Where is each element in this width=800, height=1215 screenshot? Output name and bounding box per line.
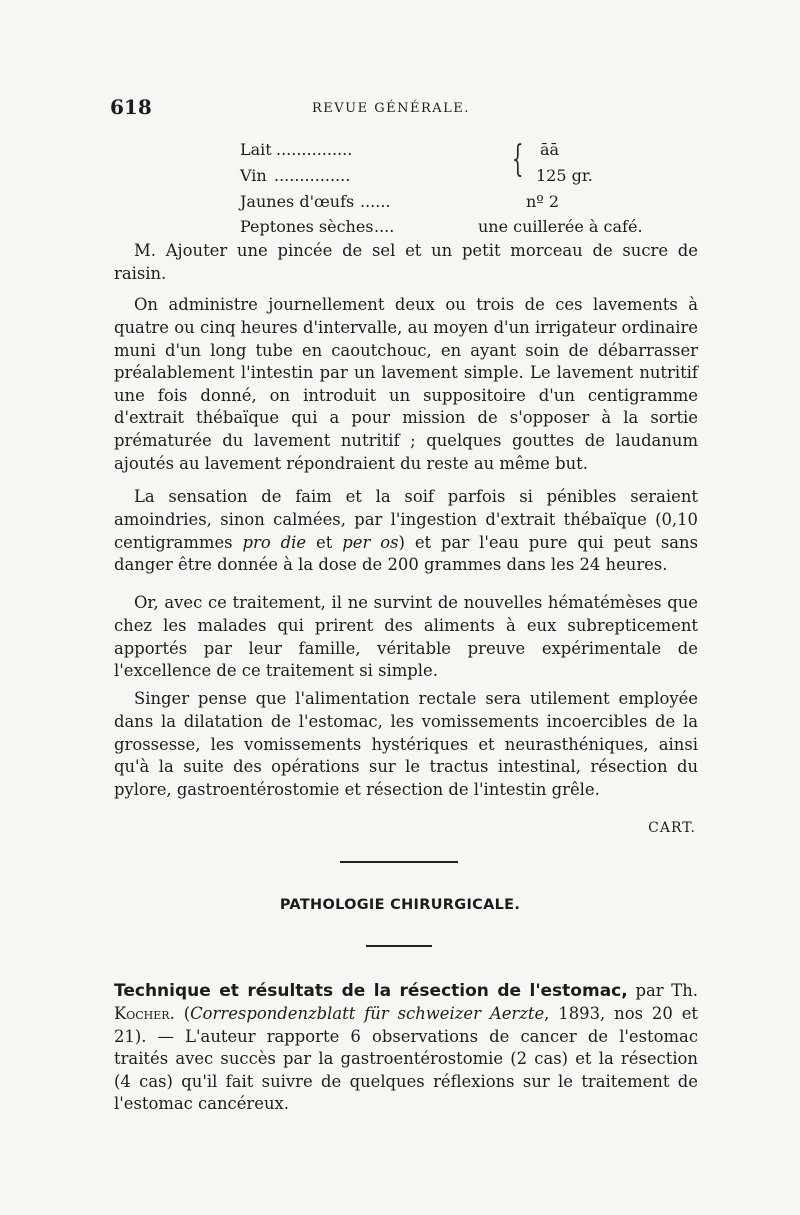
dot-leader: ............... (276, 140, 353, 159)
citation-open: . ( (169, 1003, 191, 1023)
article-title: Technique et résultats de la résection de l'estomac, (114, 981, 628, 1002)
body-paragraph: Or, avec ce traitement, il ne survint de nouvelles hématémèses que chez les malades qui prirent des aliments à eux subrepticement apportés par leur famille, véritable preuve expérimentale de l'excellence de ce traitement si simple. (114, 593, 698, 681)
paragraph-text: et (306, 532, 343, 552)
ingredient-amount: nº 2 (526, 192, 560, 211)
paragraph-text: ) et par l'eau pure qui peut sans danger être donnée à la dose de 200 grammes dans les 24 heures. (114, 532, 698, 575)
article-summary (114, 980, 698, 1116)
body-paragraph (114, 486, 698, 576)
dot-leader: ............... (274, 166, 351, 185)
section-divider (366, 945, 432, 947)
ingredient-name: Peptones sèches (240, 217, 374, 236)
ingredient-name: Jaunes d'œufs (240, 192, 355, 211)
running-title: REVUE GÉNÉRALE. (312, 101, 470, 116)
latin-term: pro die (242, 532, 307, 552)
paragraph-text: La sensation de faim et la soif parfois si pénibles seraient amoindries, sinon calmées, par l'ingestion d'extrait thébaïque (0,10 centigrammes (114, 487, 698, 552)
section-divider (340, 861, 458, 863)
body-paragraph: M. Ajouter une pincée de sel et un petit morceau de sucre de raisin. (114, 241, 698, 283)
body-paragraph: Singer pense que l'alimentation rectale sera utilement employée dans la dilatation de l'estomac, les vomissements incoercibles de la grossesse, les vomissements hystériques et neurasthéniques, ainsi qu'à la suite des opérations sur le tractus intestinal, résection du pylore, gastroentérostomie et résection de l'intestin grêle. (114, 689, 698, 799)
article-author: Kocher (114, 1003, 170, 1023)
section-title: PATHOLOGIE CHIRURGICALE. (279, 897, 521, 913)
article-by: par Th. (627, 981, 698, 1001)
latin-term: per os (342, 532, 399, 552)
ingredient-amount: āā (540, 140, 560, 159)
brace-glyph: { (512, 139, 524, 180)
journal-name: Correspondenzblatt für schweizer Aerzte (190, 1003, 545, 1023)
dot-leader: .... (374, 217, 395, 236)
dot-leader: ...... (360, 192, 391, 211)
ingredient-amount: 125 gr. (536, 166, 593, 185)
body-paragraph: On administre journellement deux ou trois de ces lavements à quatre ou cinq heures d'intervalle, au moyen d'un irrigateur ordinaire muni d'un long tube en caoutchouc, en ayant soin de débarrasser préalablement l'intestin par un lavement simple. Le lavement nutritif une fois donné, on introduit un suppositoire d'un centigramme d'extrait thébaïque qui a pour mission de s'opposer à la sortie prématurée du lavement nutritif ; quelques gouttes de laudanum ajoutés au lavement répondraient du reste au même but. (114, 295, 698, 473)
ingredient-name: Vin (240, 166, 267, 185)
ingredient-name: Lait (240, 140, 272, 159)
page-number: 618 (110, 95, 152, 119)
article-body: — L'auteur rapporte 6 observations de cancer de l'estomac traités avec succès par la gastroentérostomie (2 cas) et la résection (4 cas) qu'il fait suivre de quelques réflexions sur le traitement de l'estomac cancéreux. (114, 1026, 698, 1114)
ingredient-amount: une cuillerée à café. (478, 217, 643, 236)
citation-details: , 1893, nos 20 et 21). (114, 1003, 698, 1046)
author-signature: CART. (648, 820, 696, 836)
